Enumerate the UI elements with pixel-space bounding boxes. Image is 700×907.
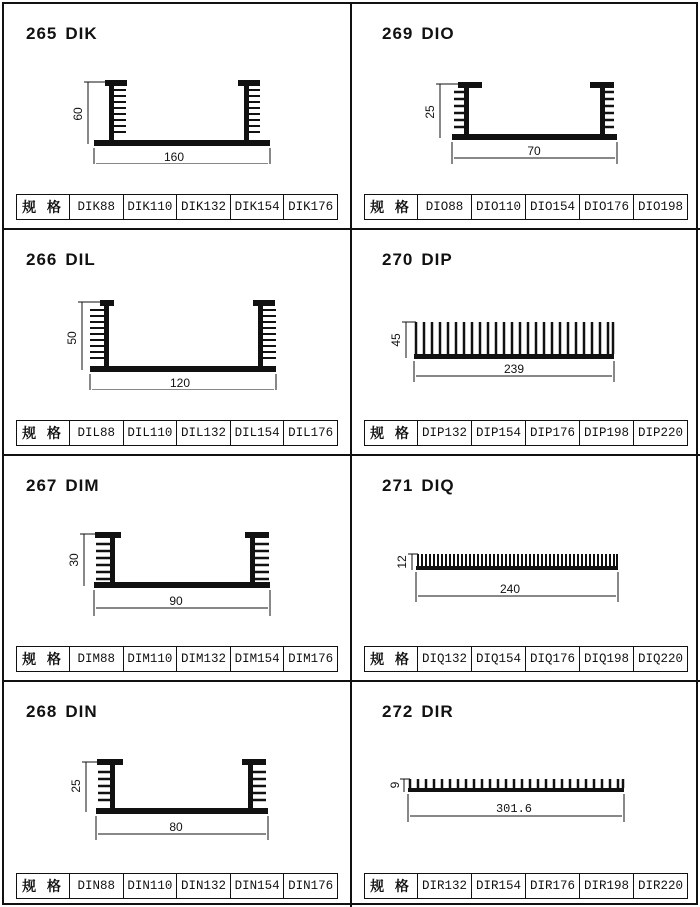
height-dimension: 50 — [65, 331, 79, 345]
width-dimension: 301.6 — [495, 802, 533, 816]
spec-label: 规 格 — [365, 195, 418, 219]
size-cell: DIO198 — [637, 200, 683, 214]
fins — [418, 554, 617, 566]
heatsink-profile — [416, 566, 618, 570]
catalog-sheet — [2, 2, 698, 905]
spec-table — [16, 420, 338, 446]
width-dimension: 90 — [169, 594, 183, 608]
spec-label: 规 格 — [365, 647, 418, 671]
size-cell: DIM154 — [231, 647, 285, 671]
size-cell: DIO110 — [472, 195, 526, 219]
size-cell: DIK176 — [288, 200, 334, 214]
profile-drawing — [4, 456, 348, 616]
profile-cell-dio — [352, 4, 700, 230]
heatsink-profile — [408, 788, 624, 792]
spec-label: 规 格 — [17, 647, 70, 671]
width-dimension: 80 — [169, 820, 183, 834]
size-cell: DIL154 — [231, 421, 285, 445]
height-dimension: 25 — [423, 105, 437, 119]
width-dimension: 160 — [163, 150, 185, 164]
profile-drawing — [4, 230, 348, 390]
heatsink-profile — [90, 300, 276, 372]
size-cell: DIR198 — [580, 874, 634, 898]
width-dimension: 240 — [499, 582, 521, 596]
profile-title: 266 DIL — [26, 250, 96, 269]
profile-title: 265 DIK — [26, 24, 98, 43]
profile-cell-dik — [4, 4, 352, 230]
size-cell: DIP132 — [418, 421, 472, 445]
height-dimension: 30 — [67, 553, 81, 567]
size-cell: DIN132 — [177, 874, 231, 898]
size-cell: DIP220 — [637, 426, 683, 440]
profile-title: 271 DIQ — [382, 476, 455, 495]
profile-title: 268 DIN — [26, 702, 98, 721]
profile-drawing — [352, 4, 696, 164]
fins — [454, 92, 614, 127]
spec-table — [364, 646, 688, 672]
spec-label: 规 格 — [365, 421, 418, 445]
heatsink-profile — [414, 354, 614, 359]
fins — [96, 544, 269, 579]
size-cell: DIN110 — [124, 874, 178, 898]
size-cell: DIR176 — [526, 874, 580, 898]
heatsink-profile — [96, 759, 268, 814]
fins — [410, 779, 623, 788]
profile-cell-diq — [352, 456, 700, 682]
spec-label: 规 格 — [17, 421, 70, 445]
size-cell: DIM176 — [288, 652, 334, 666]
size-cell: DIO176 — [580, 195, 634, 219]
profile-drawing — [4, 682, 348, 842]
size-cell: DIN176 — [288, 879, 334, 893]
profile-title: 269 DIO — [382, 24, 455, 43]
profile-drawing — [352, 456, 696, 616]
size-cell: DIQ154 — [472, 647, 526, 671]
profile-cell-dil — [4, 230, 352, 456]
profile-cell-dip — [352, 230, 700, 456]
profile-cell-dir — [352, 682, 700, 907]
profile-title: 267 DIM — [26, 476, 100, 495]
size-cell: DIL176 — [288, 426, 334, 440]
heatsink-profile — [94, 532, 270, 588]
profile-cell-dim — [4, 456, 352, 682]
height-dimension: 60 — [71, 107, 85, 121]
size-cell: DIK154 — [231, 195, 285, 219]
width-dimension: 70 — [527, 144, 541, 158]
profile-drawing — [352, 230, 696, 390]
spec-table — [364, 420, 688, 446]
size-cell: DIL132 — [177, 421, 231, 445]
size-cell: DIK110 — [124, 195, 178, 219]
fins — [98, 772, 266, 800]
size-cell: DIQ176 — [526, 647, 580, 671]
height-dimension: 45 — [389, 333, 403, 347]
profile-title: 270 DIP — [382, 250, 453, 269]
spec-table — [16, 873, 338, 899]
spec-label: 规 格 — [365, 874, 418, 898]
spec-table — [364, 873, 688, 899]
size-cell: DIP176 — [526, 421, 580, 445]
size-cell: DIR132 — [418, 874, 472, 898]
spec-table — [16, 194, 338, 220]
size-cell: DIO154 — [526, 195, 580, 219]
fins — [114, 90, 260, 132]
spec-label: 规 格 — [17, 874, 70, 898]
size-cell: DIQ198 — [580, 647, 634, 671]
heatsink-profile — [452, 82, 617, 140]
size-cell: DIM88 — [70, 647, 124, 671]
size-cell: DIQ132 — [418, 647, 472, 671]
width-dimension: 120 — [169, 376, 191, 390]
size-cell: DIN154 — [231, 874, 285, 898]
spec-label: 规 格 — [17, 195, 70, 219]
width-dimension: 239 — [503, 362, 525, 376]
size-cell: DIM132 — [177, 647, 231, 671]
fins — [416, 322, 613, 354]
size-cell: DIR220 — [637, 879, 683, 893]
size-cell: DIK88 — [70, 195, 124, 219]
height-dimension: 25 — [69, 779, 83, 793]
profile-drawing — [352, 682, 696, 842]
height-dimension: 12 — [395, 555, 409, 569]
profile-title: 272 DIR — [382, 702, 454, 721]
fins — [90, 310, 276, 358]
height-dimension: 9 — [388, 781, 402, 789]
size-cell: DIN88 — [70, 874, 124, 898]
profile-cell-din — [4, 682, 352, 907]
size-cell: DIR154 — [472, 874, 526, 898]
size-cell: DIQ220 — [637, 652, 683, 666]
size-cell: DIP198 — [580, 421, 634, 445]
size-cell: DIL88 — [70, 421, 124, 445]
size-cell: DIP154 — [472, 421, 526, 445]
spec-table — [364, 194, 688, 220]
size-cell: DIL110 — [124, 421, 178, 445]
size-cell: DIK132 — [177, 195, 231, 219]
size-cell: DIO88 — [418, 195, 472, 219]
size-cell: DIM110 — [124, 647, 178, 671]
spec-table — [16, 646, 338, 672]
profile-drawing — [4, 4, 348, 164]
